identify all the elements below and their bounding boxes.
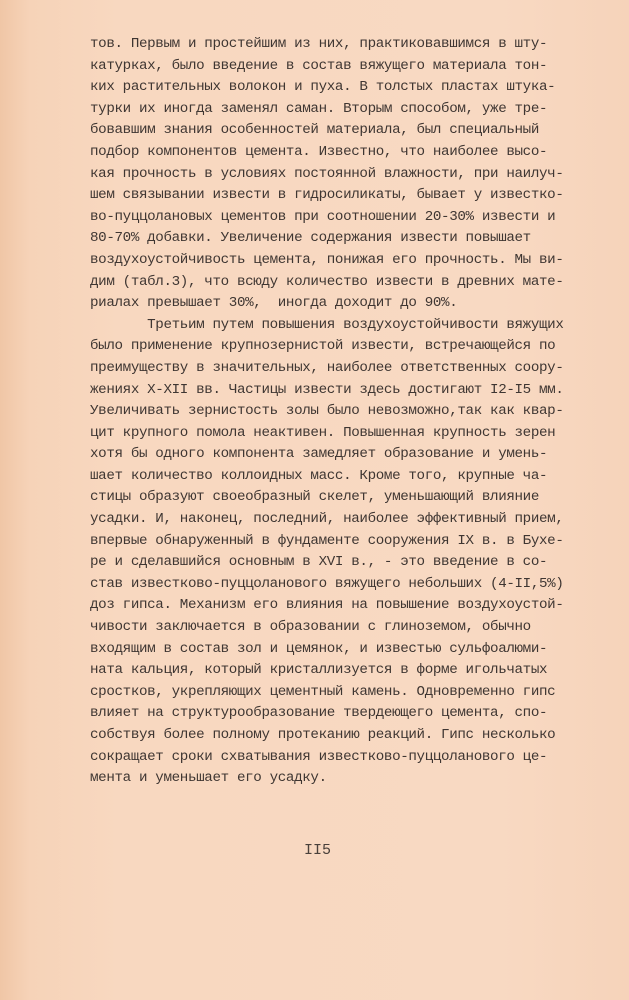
text-line: воздухоустойчивость цемента, понижая его прочность. Мы ви- xyxy=(90,251,564,268)
text-line: турки их иногда заменял саман. Вторым способом, уже тре- xyxy=(90,100,548,117)
text-line: катурках, было введение в состав вяжущего материала тон- xyxy=(90,57,548,74)
text-line: дим (табл.3), что всюду количество извести в древних мате- xyxy=(90,273,564,290)
text-line: во-пуццолановых цементов при соотношении 20-30% извести и xyxy=(90,208,556,225)
text-line: риалах превышает 30%, иногда доходит до 90%. xyxy=(90,295,458,312)
text-line: тов. Первым и простейшим из них, практиковавшимся в шту- xyxy=(90,36,548,52)
text-line: подбор компонентов цемента. Известно, что наиболее высо- xyxy=(90,143,548,160)
text-line: сокращает сроки схватывания известково-пуццоланового це- xyxy=(90,748,548,765)
text-line: преимуществу в значительных, наиболее ответственных соору- xyxy=(90,359,564,376)
text-line: кая прочность в условиях постоянной влажности, при наилуч- xyxy=(90,165,564,182)
text-line: было применение крупнозернистой извести, встречающейся по xyxy=(90,338,556,355)
text-line: впервые обнаруженный в фундаменте сооружения IX в. в Бухе- xyxy=(90,532,564,549)
text-line: собствуя более полному протеканию реакций. Гипс несколько xyxy=(90,727,556,743)
page-number: II5 xyxy=(304,842,332,859)
text-line: став известково-пуццоланового вяжущего небольших (4-II,5%) xyxy=(90,575,564,592)
text-line: чивости заключается в образовании с глиноземом, обычно xyxy=(90,619,531,636)
text-line: доз гипса. Механизм его влияния на повышение воздухоустой- xyxy=(90,597,564,614)
page-body-text xyxy=(90,34,590,790)
text-line: усадки. И, наконец, последний, наиболее эффективный прием, xyxy=(90,511,564,528)
text-line: ре и сделавшийся основным в XVI в., - это введение в со- xyxy=(90,554,548,571)
text-line: 80-70% добавки. Увеличение содержания извести повышает xyxy=(90,230,531,247)
text-line: бовавшим знания особенностей материала, был специальный xyxy=(90,122,540,139)
text-line: шем связывании извести в гидросиликаты, бывает у известко- xyxy=(90,187,564,204)
text-line: Увеличивать зернистость золы было невозможно,так как квар- xyxy=(90,403,564,420)
text-line: ната кальция, который кристаллизуется в форме игольчатых xyxy=(90,662,548,679)
text-line: входящим в состав зол и цемянок, и известью сульфоалюми- xyxy=(90,640,548,657)
text-line: хотя бы одного компонента замедляет образование и умень- xyxy=(90,446,548,463)
paragraph-start-line: Третьим путем повышения воздухоустойчивости вяжущих xyxy=(90,316,564,333)
text-line: мента и уменьшает его усадку. xyxy=(90,770,327,787)
text-line: сростков, укрепляющих цементный камень. Одновременно гипс xyxy=(90,683,556,700)
text-line: шает количество коллоидных масс. Кроме того, крупные ча- xyxy=(90,467,548,484)
text-line: стицы образуют своеобразный скелет, уменьшающий влияние xyxy=(90,489,540,506)
text-line: влияет на структурообразование твердеющего цемента, спо- xyxy=(90,705,548,722)
text-line: жениях X-XII вв. Частицы извести здесь достигают I2-I5 мм. xyxy=(90,381,564,398)
text-line: цит крупного помола неактивен. Повышенная крупность зерен xyxy=(90,424,556,441)
text-line: ких растительных волокон и пуха. В толстых пластах штука- xyxy=(90,79,556,96)
